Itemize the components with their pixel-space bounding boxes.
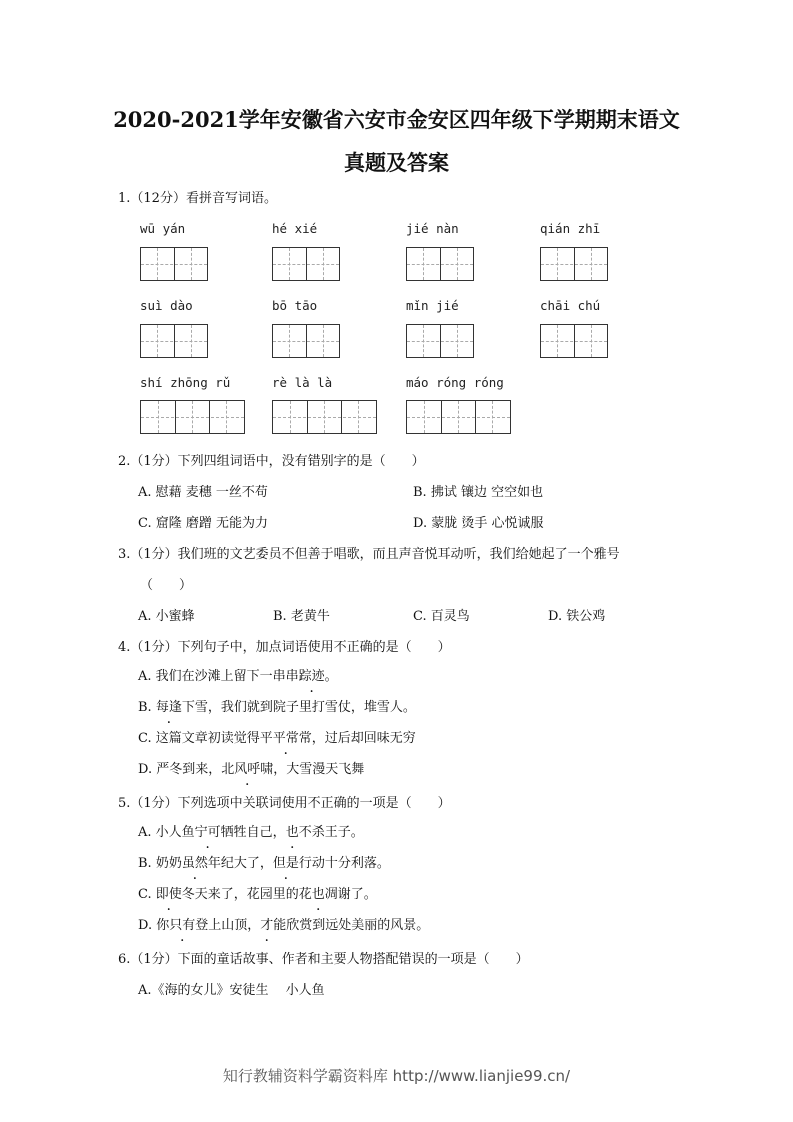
q4-option-b: B. 每逢下雪，我们就到院子里打雪仗，堆雪人。	[138, 696, 416, 715]
pinyin-3: jié nàn	[406, 221, 459, 236]
writing-grid[interactable]	[272, 247, 340, 281]
q4-option-c: C. 这篇文章初读觉得平平常常，过后却回味无穷	[138, 727, 416, 746]
q5-option-a: A. 小人鱼宁可牺牲自己，也不杀王子。	[138, 821, 364, 840]
writing-grid[interactable]	[406, 324, 474, 358]
pinyin-10: rè là là	[272, 375, 333, 390]
writing-grid[interactable]	[140, 247, 208, 281]
emphasized-word: 但是	[272, 856, 299, 871]
q2-option-b: B. 拂试 镶边 空空如也	[413, 485, 544, 500]
emphasized-word: 才	[260, 918, 274, 933]
q5-option-d: D. 你只有登上山顶，才能欣赏到远处美丽的风景。	[138, 914, 429, 933]
writing-grid[interactable]	[272, 324, 340, 358]
question-4-stem: 4.（1分）下列句子中，加点词语使用不正确的是（ ）	[118, 640, 451, 655]
emphasized-word: 即使	[155, 887, 182, 902]
question-1-stem: 1.（12分）看拼音写词语。	[118, 191, 277, 206]
pinyin-9: shí zhōng rǔ	[140, 375, 231, 390]
question-6-stem: 6.（1分）下面的童话故事、作者和主要人物搭配错误的一项是（ ）	[118, 952, 529, 967]
q3-option-b: B. 老黄牛	[273, 609, 330, 624]
emphasized-word: 每逢	[155, 700, 182, 715]
q4-option-a: A. 我们在沙滩上留下一串串踪迹。	[138, 665, 338, 684]
emphasized-word: 也	[285, 825, 299, 840]
pinyin-2: hé xié	[272, 221, 318, 236]
emphasized-word: 只有	[169, 918, 196, 933]
writing-grid[interactable]	[140, 324, 208, 358]
pinyin-7: mǐn jié	[406, 298, 459, 313]
q3-option-a: A. 小蜜蜂	[138, 609, 195, 624]
writing-grid[interactable]	[540, 247, 608, 281]
writing-grid[interactable]	[272, 400, 377, 434]
emphasized-word: 平平常常	[259, 731, 312, 746]
question-2-stem: 2.（1分）下列四组词语中，没有错别字的是（ ）	[118, 454, 425, 469]
writing-grid[interactable]	[140, 400, 245, 434]
q4-option-d: D. 严冬到来，北风呼啸，大雪漫天飞舞	[138, 758, 364, 777]
pinyin-6: bō tāo	[272, 298, 318, 313]
question-5-stem: 5.（1分）下列选项中关联词使用不正确的一项是（ ）	[118, 796, 451, 811]
q6-option-a: A.《海的女儿》安徒生 小人鱼	[138, 983, 325, 998]
pinyin-11: máo róng róng	[406, 375, 504, 390]
q5-option-b: B. 奶奶虽然年纪大了，但是行动十分利落。	[138, 852, 390, 871]
pinyin-5: suì dào	[140, 298, 193, 313]
writing-grid[interactable]	[406, 247, 474, 281]
emphasized-word: 虽然	[181, 856, 208, 871]
q2-option-c: C. 窟隆 磨蹭 无能为力	[138, 516, 269, 531]
pinyin-8: chāi chú	[540, 298, 601, 313]
q5-option-c: C. 即使冬天来了，花园里的花也凋谢了。	[138, 883, 377, 902]
emphasized-word: 宁可	[194, 825, 221, 840]
title-line-1: 2020-2021学年安徽省六安市金安区四年级下学期期末语文	[113, 107, 680, 132]
footer-watermark: 知行教辅资料学霸资料库 http://www.lianjie99.cn/	[222, 1067, 571, 1085]
emphasized-word: 北风呼啸	[221, 762, 274, 777]
pinyin-4: qián zhī	[540, 221, 601, 236]
pinyin-1: wū yán	[140, 221, 186, 236]
q3-option-c: C. 百灵鸟	[413, 609, 470, 624]
writing-grid[interactable]	[406, 400, 511, 434]
q2-option-d: D. 蒙胧 烫手 心悦诚服	[413, 516, 544, 531]
question-3-stem-cont: （ ）	[140, 578, 193, 593]
q2-option-a: A. 慰藉 麦穗 一丝不苟	[138, 485, 268, 500]
writing-grid[interactable]	[540, 324, 608, 358]
question-3-stem: 3.（1分）我们班的文艺委员不但善于唱歌，而且声音悦耳动听，我们给她起了一个雅号	[118, 547, 620, 562]
q3-option-d: D. 铁公鸡	[548, 609, 606, 624]
emphasized-word: 踪迹	[298, 669, 325, 684]
title-line-2: 真题及答案	[344, 150, 449, 175]
emphasized-word: 也	[311, 887, 325, 902]
